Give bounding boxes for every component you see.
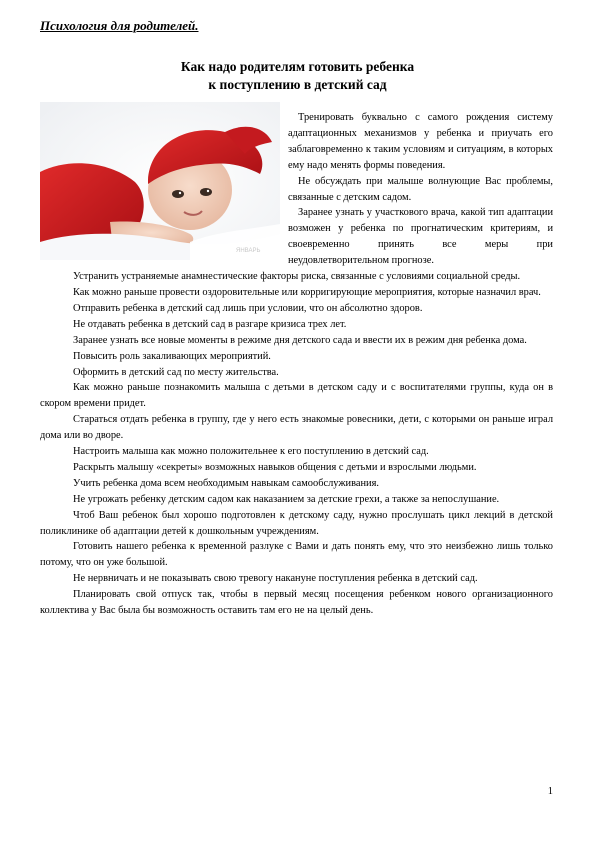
paragraph: Тренировать буквально с самого рождения систему адаптационных механизмов у ребенка и приучать его заблаговременно к таким условиям и ситуациям, в которых ему надо менять формы поведения. <box>288 112 553 171</box>
paragraph: Как можно раньше познакомить малыша с детьми в детском саду и с воспитателями группы, куда он в скором времени придет. <box>40 382 553 410</box>
paragraph: Не обсуждать при малыше волнующие Вас проблемы, связанные с детским садом. <box>288 175 553 203</box>
paragraph: Заранее узнать у участкового врача, какой тип адаптации возможен у ребенка по прогнатическим критериям, и своевременно принять все меры при неудовлетворительном прогнозе. <box>288 207 553 267</box>
paragraph: Настроить малыша как можно положительнее к его поступлению в детский сад. <box>73 446 429 458</box>
page-number: 1 <box>547 786 553 797</box>
section-header: Психология для родителей. <box>40 18 199 33</box>
paragraph: Устранить устраняемые анамнестические факторы риска, связанные с условиями социальной среды. <box>73 271 521 283</box>
paragraph: Как можно раньше провести оздоровительные или корригирующие мероприятия, которые назначил врач. <box>73 286 541 298</box>
photo-watermark: ЯНВАРЬ <box>236 248 261 254</box>
paragraph: Отправить ребенка в детский сад лишь при условии, что он абсолютно здоров. <box>73 302 423 314</box>
paragraph: Раскрыть малышу «секреты» возможных навыков общения с детьми и взрослыми людьми. <box>73 461 477 473</box>
paragraph: Готовить нашего ребенка к временной разлуке с Вами и дать понять ему, что это неизбежно лишь только потому, что он уже большой. <box>40 541 553 569</box>
paragraph: Учить ребенка дома всем необходимым навыкам самообслуживания. <box>73 477 379 489</box>
paragraph: Планировать свой отпуск так, чтобы в первый месяц посещения ребенком нового организационного коллектива у Вас была бы возможность оставить там его не на целый день. <box>40 589 553 617</box>
paragraph: Оформить в детский сад по месту жительства. <box>73 366 279 378</box>
paragraph: Чтоб Ваш ребенок был хорошо подготовлен к детскому саду, нужно прослушать цикл лекций в детской поликлинике об адаптации детей к дошкольным учреждениям. <box>40 509 553 537</box>
photo-spacer <box>40 110 288 264</box>
paragraph: Стараться отдать ребенка в группу, где у него есть знакомые ровесники, дети, с которыми он раньше играл дома или во дворе. <box>40 414 553 442</box>
paragraph: Повысить роль закаливающих мероприятий. <box>73 350 271 362</box>
document-title-line-1: Как надо родителям готовить ребенка <box>180 59 415 74</box>
paragraph: Не нервничать и не показывать свою тревогу накануне поступления ребенка в детский сад. <box>73 573 478 585</box>
paragraph: Не отдавать ребенка в детский сад в разгаре кризиса трех лет. <box>73 318 347 330</box>
document-title-line-2: к поступлению в детский сад <box>208 77 387 92</box>
document-body <box>40 110 553 619</box>
paragraph: Заранее узнать все новые моменты в режиме дня детского сада и ввести их в режим дня ребенка дома. <box>73 334 527 346</box>
paragraph: Не угрожать ребенку детским садом как наказанием за детские грехи, а также за непослушание. <box>73 493 500 505</box>
